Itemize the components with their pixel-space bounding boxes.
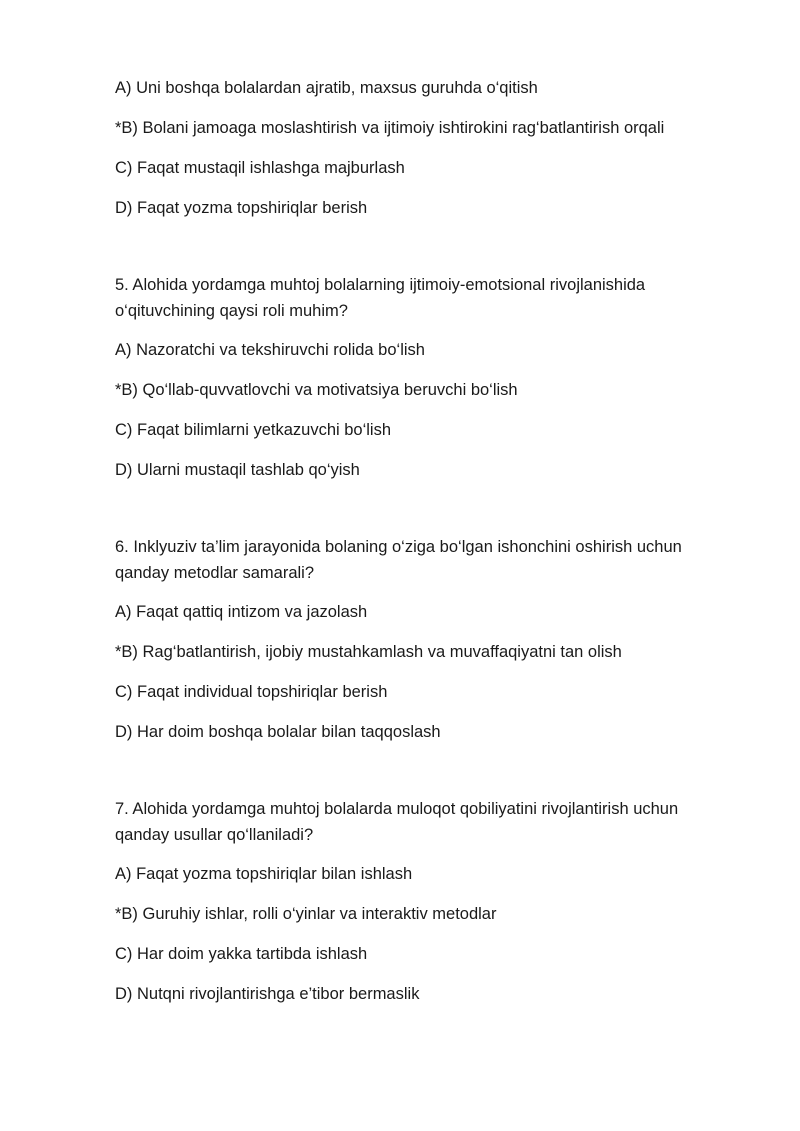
option-a: A) Faqat yozma topshiriqlar bilan ishlash bbox=[115, 865, 413, 883]
question-block-6 bbox=[115, 534, 735, 744]
spacer bbox=[115, 760, 735, 796]
option-b-correct: *B) Guruhiy ishlar, rolli o‘yinlar va interaktiv metodlar bbox=[115, 905, 497, 923]
question-text: 6. Inklyuziv ta’lim jarayonida bolaning o‘ziga bo‘lgan ishonchini oshirish uchun qanday metodlar samarali? bbox=[115, 538, 682, 582]
spacer bbox=[115, 236, 735, 272]
option-d: D) Ularni mustaqil tashlab qo‘yish bbox=[115, 461, 360, 479]
question-block-4-continued bbox=[115, 76, 735, 220]
option-d: D) Faqat yozma topshiriqlar berish bbox=[115, 199, 368, 217]
question-text: 7. Alohida yordamga muhtoj bolalarda muloqot qobiliyatini rivojlantirish uchun qanday usullar qo‘llaniladi? bbox=[115, 800, 679, 844]
option-b-correct: *B) Rag‘batlantirish, ijobiy mustahkamlash va muvaffaqiyatni tan olish bbox=[115, 643, 622, 661]
option-c: C) Faqat individual topshiriqlar berish bbox=[115, 683, 388, 701]
question-text: 5. Alohida yordamga muhtoj bolalarning ijtimoiy-emotsional rivojlanishida o‘qituvchining qaysi roli muhim? bbox=[115, 276, 646, 320]
option-a: A) Uni boshqa bolalardan ajratib, maxsus guruhda o‘qitish bbox=[115, 79, 538, 97]
option-a: A) Faqat qattiq intizom va jazolash bbox=[115, 603, 368, 621]
option-a: A) Nazoratchi va tekshiruvchi rolida bo‘lish bbox=[115, 341, 425, 359]
option-c: C) Har doim yakka tartibda ishlash bbox=[115, 945, 368, 963]
option-c: C) Faqat mustaqil ishlashga majburlash bbox=[115, 159, 405, 177]
option-d: D) Har doim boshqa bolalar bilan taqqoslash bbox=[115, 723, 441, 741]
spacer bbox=[115, 498, 735, 534]
question-block-7 bbox=[115, 796, 735, 1006]
option-d: D) Nutqni rivojlantirishga e’tibor bermaslik bbox=[115, 985, 420, 1003]
option-c: C) Faqat bilimlarni yetkazuvchi bo‘lish bbox=[115, 421, 392, 439]
option-b-correct: *B) Bolani jamoaga moslashtirish va ijtimoiy ishtirokini rag‘batlantirish orqali bbox=[115, 119, 665, 137]
option-b-correct: *B) Qo‘llab-quvvatlovchi va motivatsiya beruvchi bo‘lish bbox=[115, 381, 518, 399]
question-block-5 bbox=[115, 272, 735, 482]
document-content bbox=[115, 76, 735, 1022]
